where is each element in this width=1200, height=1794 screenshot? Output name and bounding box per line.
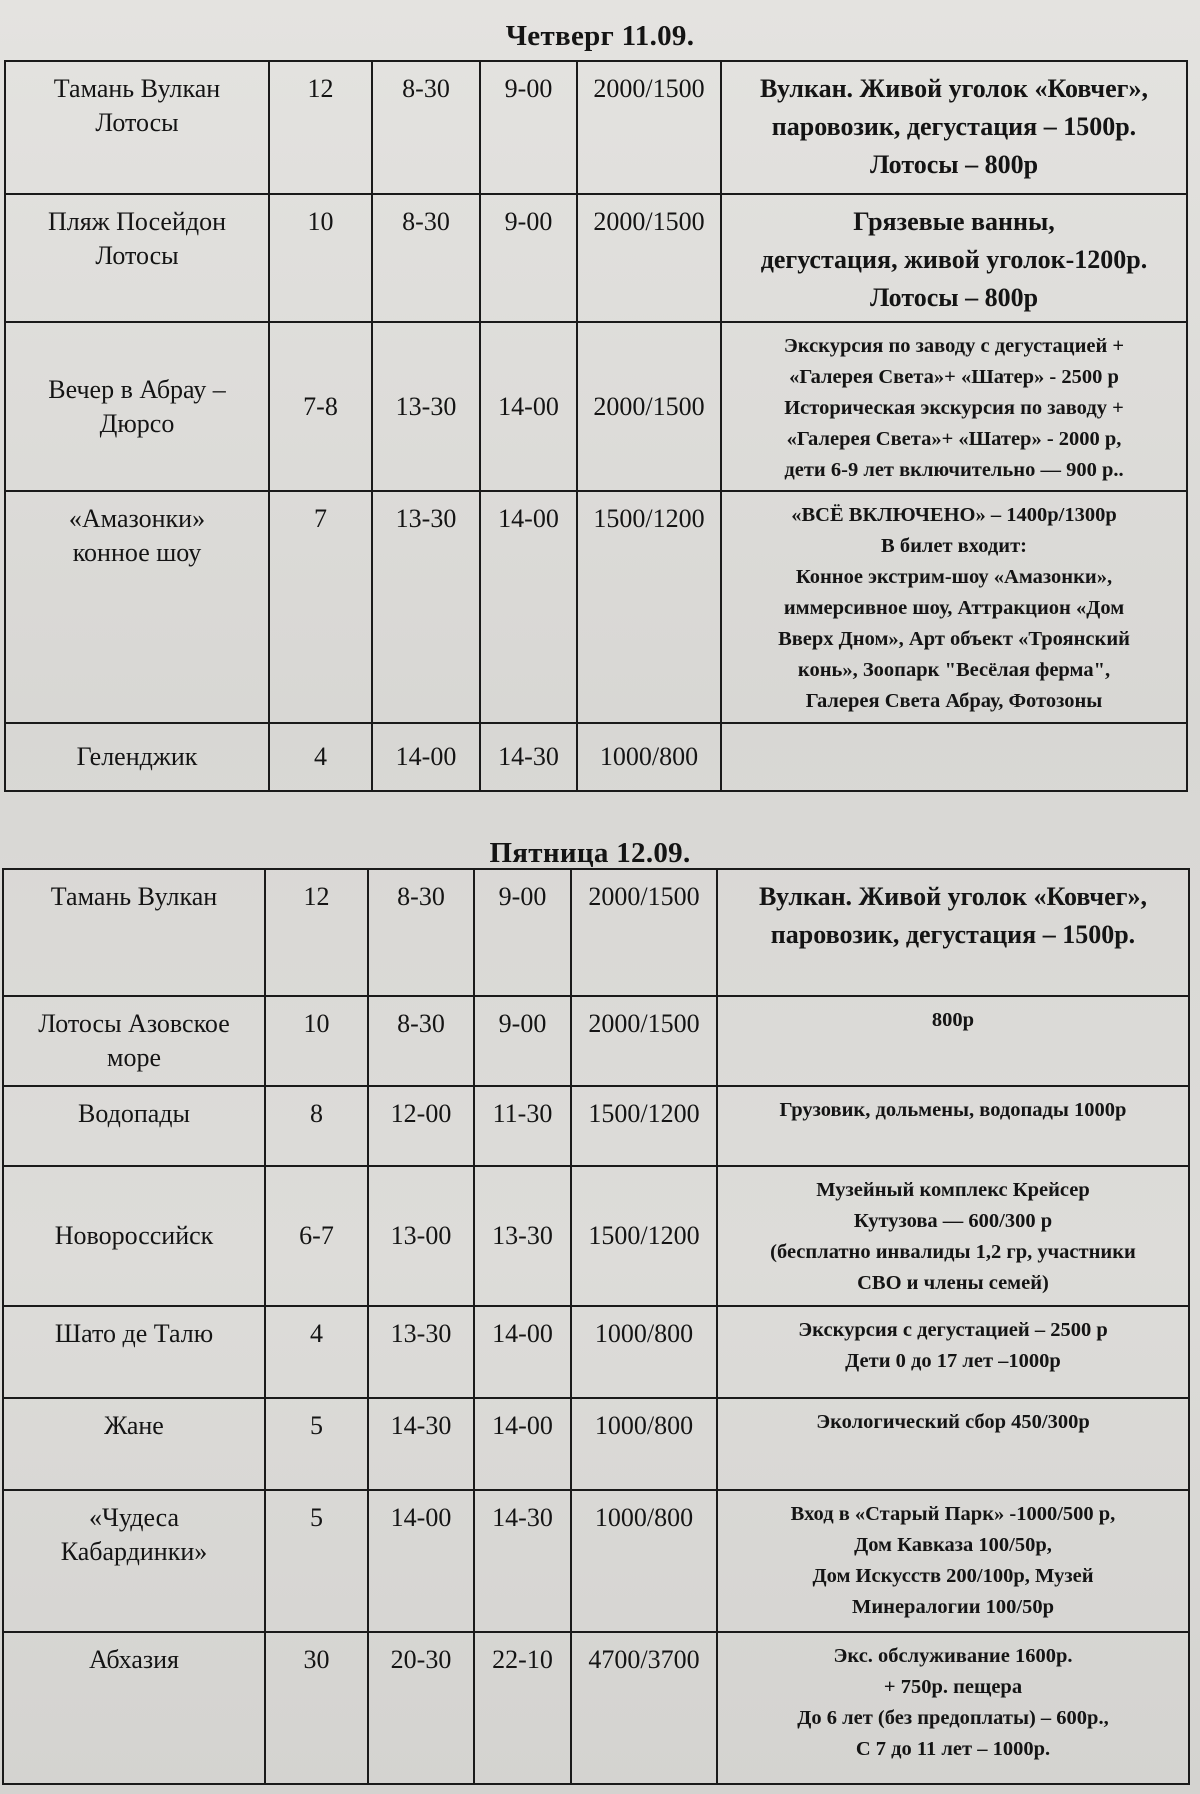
tour-price: 1000/800 bbox=[571, 1490, 717, 1632]
tour-name: Новороссийск bbox=[3, 1166, 265, 1306]
tour-name: Вечер в Абрау – Дюрсо bbox=[5, 322, 269, 491]
tour-price: 2000/1500 bbox=[571, 996, 717, 1086]
tour-departure: 13-30 bbox=[368, 1306, 474, 1398]
table-row bbox=[3, 869, 1189, 996]
tour-price: 1000/800 bbox=[571, 1306, 717, 1398]
tour-departure: 14-00 bbox=[372, 723, 480, 791]
tour-departure: 14-30 bbox=[368, 1398, 474, 1490]
table-row bbox=[3, 1306, 1189, 1398]
tour-departure-alt: 9-00 bbox=[480, 194, 577, 322]
tour-price: 1000/800 bbox=[571, 1398, 717, 1490]
table-row bbox=[5, 723, 1187, 791]
tour-description bbox=[721, 723, 1187, 791]
tour-departure: 13-30 bbox=[372, 322, 480, 491]
table-row bbox=[5, 194, 1187, 322]
tour-name: Лотосы Азовское море bbox=[3, 996, 265, 1086]
table-row bbox=[5, 322, 1187, 491]
tour-departure-alt: 14-00 bbox=[474, 1398, 571, 1490]
day-title-thursday: Четверг 11.09. bbox=[505, 20, 695, 52]
tour-departure-alt: 9-00 bbox=[474, 869, 571, 996]
tour-hours: 12 bbox=[269, 61, 372, 194]
tour-departure: 12-00 bbox=[368, 1086, 474, 1166]
table-row bbox=[3, 1398, 1189, 1490]
tour-departure: 20-30 bbox=[368, 1632, 474, 1784]
tour-hours: 8 bbox=[265, 1086, 368, 1166]
tour-departure-alt: 11-30 bbox=[474, 1086, 571, 1166]
tour-departure: 14-00 bbox=[368, 1490, 474, 1632]
tour-hours: 5 bbox=[265, 1398, 368, 1490]
tour-name: Водопады bbox=[3, 1086, 265, 1166]
tour-description: Вулкан. Живой уголок «Ковчег», паровозик, дегустация – 1500р. Лотосы – 800р bbox=[721, 61, 1187, 194]
tour-name: Тамань Вулкан Лотосы bbox=[5, 61, 269, 194]
table-row bbox=[3, 1086, 1189, 1166]
table-row bbox=[5, 491, 1187, 723]
schedule-table-thursday bbox=[4, 60, 1188, 792]
tour-description: Грязевые ванны, дегустация, живой уголок-1200р. Лотосы – 800р bbox=[721, 194, 1187, 322]
tour-departure-alt: 14-30 bbox=[480, 723, 577, 791]
tour-description: «ВСЁ ВКЛЮЧЕНО» – 1400р/1300р В билет входит: Конное экстрим-шоу «Амазонки», иммерсивное шоу, Аттракцион «Дом Вверх Дном», Арт объект «Троянский конь», Зоопарк "Весёлая ферма", Галерея Света Абрау, Фотозоны bbox=[721, 491, 1187, 723]
tour-description: Музейный комплекс Крейсер Кутузова — 600/300 р (бесплатно инвалиды 1,2 гр, участники СВО и члены семей) bbox=[717, 1166, 1189, 1306]
table-row bbox=[3, 996, 1189, 1086]
tour-price: 1500/1200 bbox=[571, 1166, 717, 1306]
tour-price: 1000/800 bbox=[577, 723, 721, 791]
tour-departure-alt: 14-00 bbox=[480, 322, 577, 491]
tour-name: Геленджик bbox=[5, 723, 269, 791]
table-row bbox=[3, 1490, 1189, 1632]
tour-price: 1500/1200 bbox=[571, 1086, 717, 1166]
tour-departure-alt: 9-00 bbox=[474, 996, 571, 1086]
schedule-table-friday bbox=[2, 868, 1190, 1785]
tour-hours: 4 bbox=[265, 1306, 368, 1398]
tour-departure: 13-30 bbox=[372, 491, 480, 723]
tour-name: Абхазия bbox=[3, 1632, 265, 1784]
table-row bbox=[3, 1166, 1189, 1306]
tour-departure-alt: 14-30 bbox=[474, 1490, 571, 1632]
tour-description: Экологический сбор 450/300р bbox=[717, 1398, 1189, 1490]
tour-price: 4700/3700 bbox=[571, 1632, 717, 1784]
tour-price: 1500/1200 bbox=[577, 491, 721, 723]
tour-description: Вулкан. Живой уголок «Ковчег», паровозик, дегустация – 1500р. bbox=[717, 869, 1189, 996]
tour-hours: 10 bbox=[269, 194, 372, 322]
tour-hours: 4 bbox=[269, 723, 372, 791]
tour-description: Грузовик, дольмены, водопады 1000р bbox=[717, 1086, 1189, 1166]
tour-hours: 5 bbox=[265, 1490, 368, 1632]
tour-hours: 10 bbox=[265, 996, 368, 1086]
tour-price: 2000/1500 bbox=[571, 869, 717, 996]
tour-departure: 13-00 bbox=[368, 1166, 474, 1306]
tour-departure: 8-30 bbox=[372, 61, 480, 194]
tour-departure-alt: 14-00 bbox=[480, 491, 577, 723]
tour-departure: 8-30 bbox=[368, 869, 474, 996]
tour-price: 2000/1500 bbox=[577, 194, 721, 322]
tour-description: Экскурсия с дегустацией – 2500 р Дети 0 до 17 лет –1000р bbox=[717, 1306, 1189, 1398]
tour-name: Пляж Посейдон Лотосы bbox=[5, 194, 269, 322]
tour-departure-alt: 9-00 bbox=[480, 61, 577, 194]
table-row bbox=[3, 1632, 1189, 1784]
tour-hours: 30 bbox=[265, 1632, 368, 1784]
tour-price: 2000/1500 bbox=[577, 61, 721, 194]
tour-departure-alt: 13-30 bbox=[474, 1166, 571, 1306]
table-row bbox=[5, 61, 1187, 194]
day-title-friday: Пятница 12.09. bbox=[489, 837, 691, 869]
tour-name: Тамань Вулкан bbox=[3, 869, 265, 996]
tour-description: Экскурсия по заводу с дегустацией + «Галерея Света»+ «Шатер» - 2500 р Историческая экскурсия по заводу + «Галерея Света»+ «Шатер» - 2000 р, дети 6-9 лет включительно — 900 р.. bbox=[721, 322, 1187, 491]
tour-departure: 8-30 bbox=[372, 194, 480, 322]
tour-description: 800р bbox=[717, 996, 1189, 1086]
tour-description: Экс. обслуживание 1600р. + 750р. пещера До 6 лет (без предоплаты) – 600р., С 7 до 11 лет – 1000р. bbox=[717, 1632, 1189, 1784]
tour-hours: 6-7 bbox=[265, 1166, 368, 1306]
tour-name: Шато де Талю bbox=[3, 1306, 265, 1398]
tour-departure-alt: 22-10 bbox=[474, 1632, 571, 1784]
tour-name: «Амазонки» конное шоу bbox=[5, 491, 269, 723]
tour-hours: 7-8 bbox=[269, 322, 372, 491]
tour-description: Вход в «Старый Парк» -1000/500 р, Дом Кавказа 100/50р, Дом Искусств 200/100р, Музей Минералогии 100/50р bbox=[717, 1490, 1189, 1632]
tour-name: «Чудеса Кабардинки» bbox=[3, 1490, 265, 1632]
tour-departure: 8-30 bbox=[368, 996, 474, 1086]
tour-hours: 12 bbox=[265, 869, 368, 996]
tour-departure-alt: 14-00 bbox=[474, 1306, 571, 1398]
tour-hours: 7 bbox=[269, 491, 372, 723]
tour-price: 2000/1500 bbox=[577, 322, 721, 491]
tour-name: Жане bbox=[3, 1398, 265, 1490]
